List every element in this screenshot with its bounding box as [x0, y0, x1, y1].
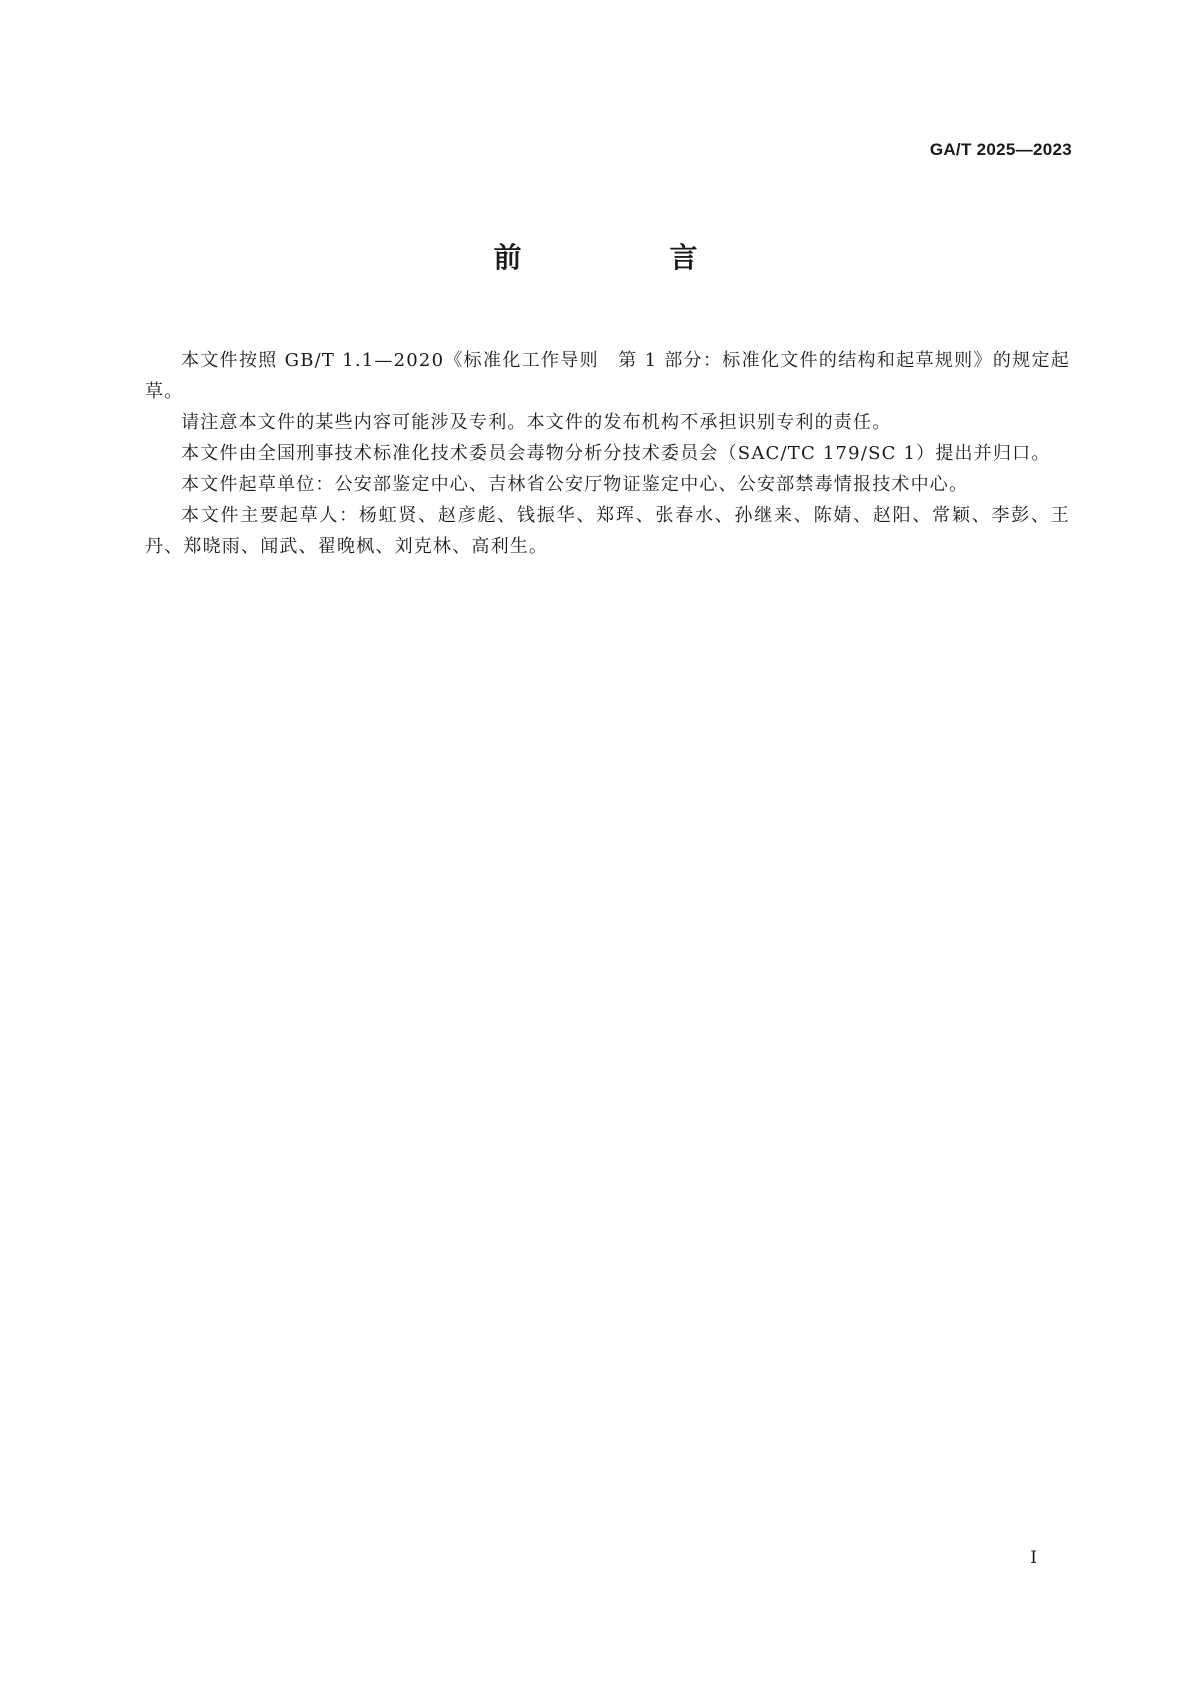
paragraph-proposer: 本文件由全国刑事技术标准化技术委员会毒物分析分技术委员会（SAC/TC 179/SC 1）提出并归口。 [181, 443, 1051, 464]
page-number: I [1030, 1548, 1037, 1568]
document-code: GA/T 2025—2023 [929, 140, 1072, 159]
page-title: 前 言 [493, 241, 758, 274]
paragraph-drafters: 本文件主要起草人：杨虹贤、赵彦彪、钱振华、郑珲、张春水、孙继来、陈婧、赵阳、常颖、李彭、王丹、郑晓雨、闻武、翟晚枫、刘克林、高利生。 [145, 505, 1070, 557]
foreword-body [145, 345, 1070, 562]
paragraph-drafting-units: 本文件起草单位：公安部鉴定中心、吉林省公安厅物证鉴定中心、公安部禁毒情报技术中心。 [181, 474, 969, 495]
paragraph-patent-notice: 请注意本文件的某些内容可能涉及专利。本文件的发布机构不承担识别专利的责任。 [181, 412, 892, 433]
paragraph-drafting-rules: 本文件按照 GB/T 1.1—2020《标准化工作导则 第 1 部分：标准化文件的结构和起草规则》的规定起草。 [145, 350, 1070, 402]
